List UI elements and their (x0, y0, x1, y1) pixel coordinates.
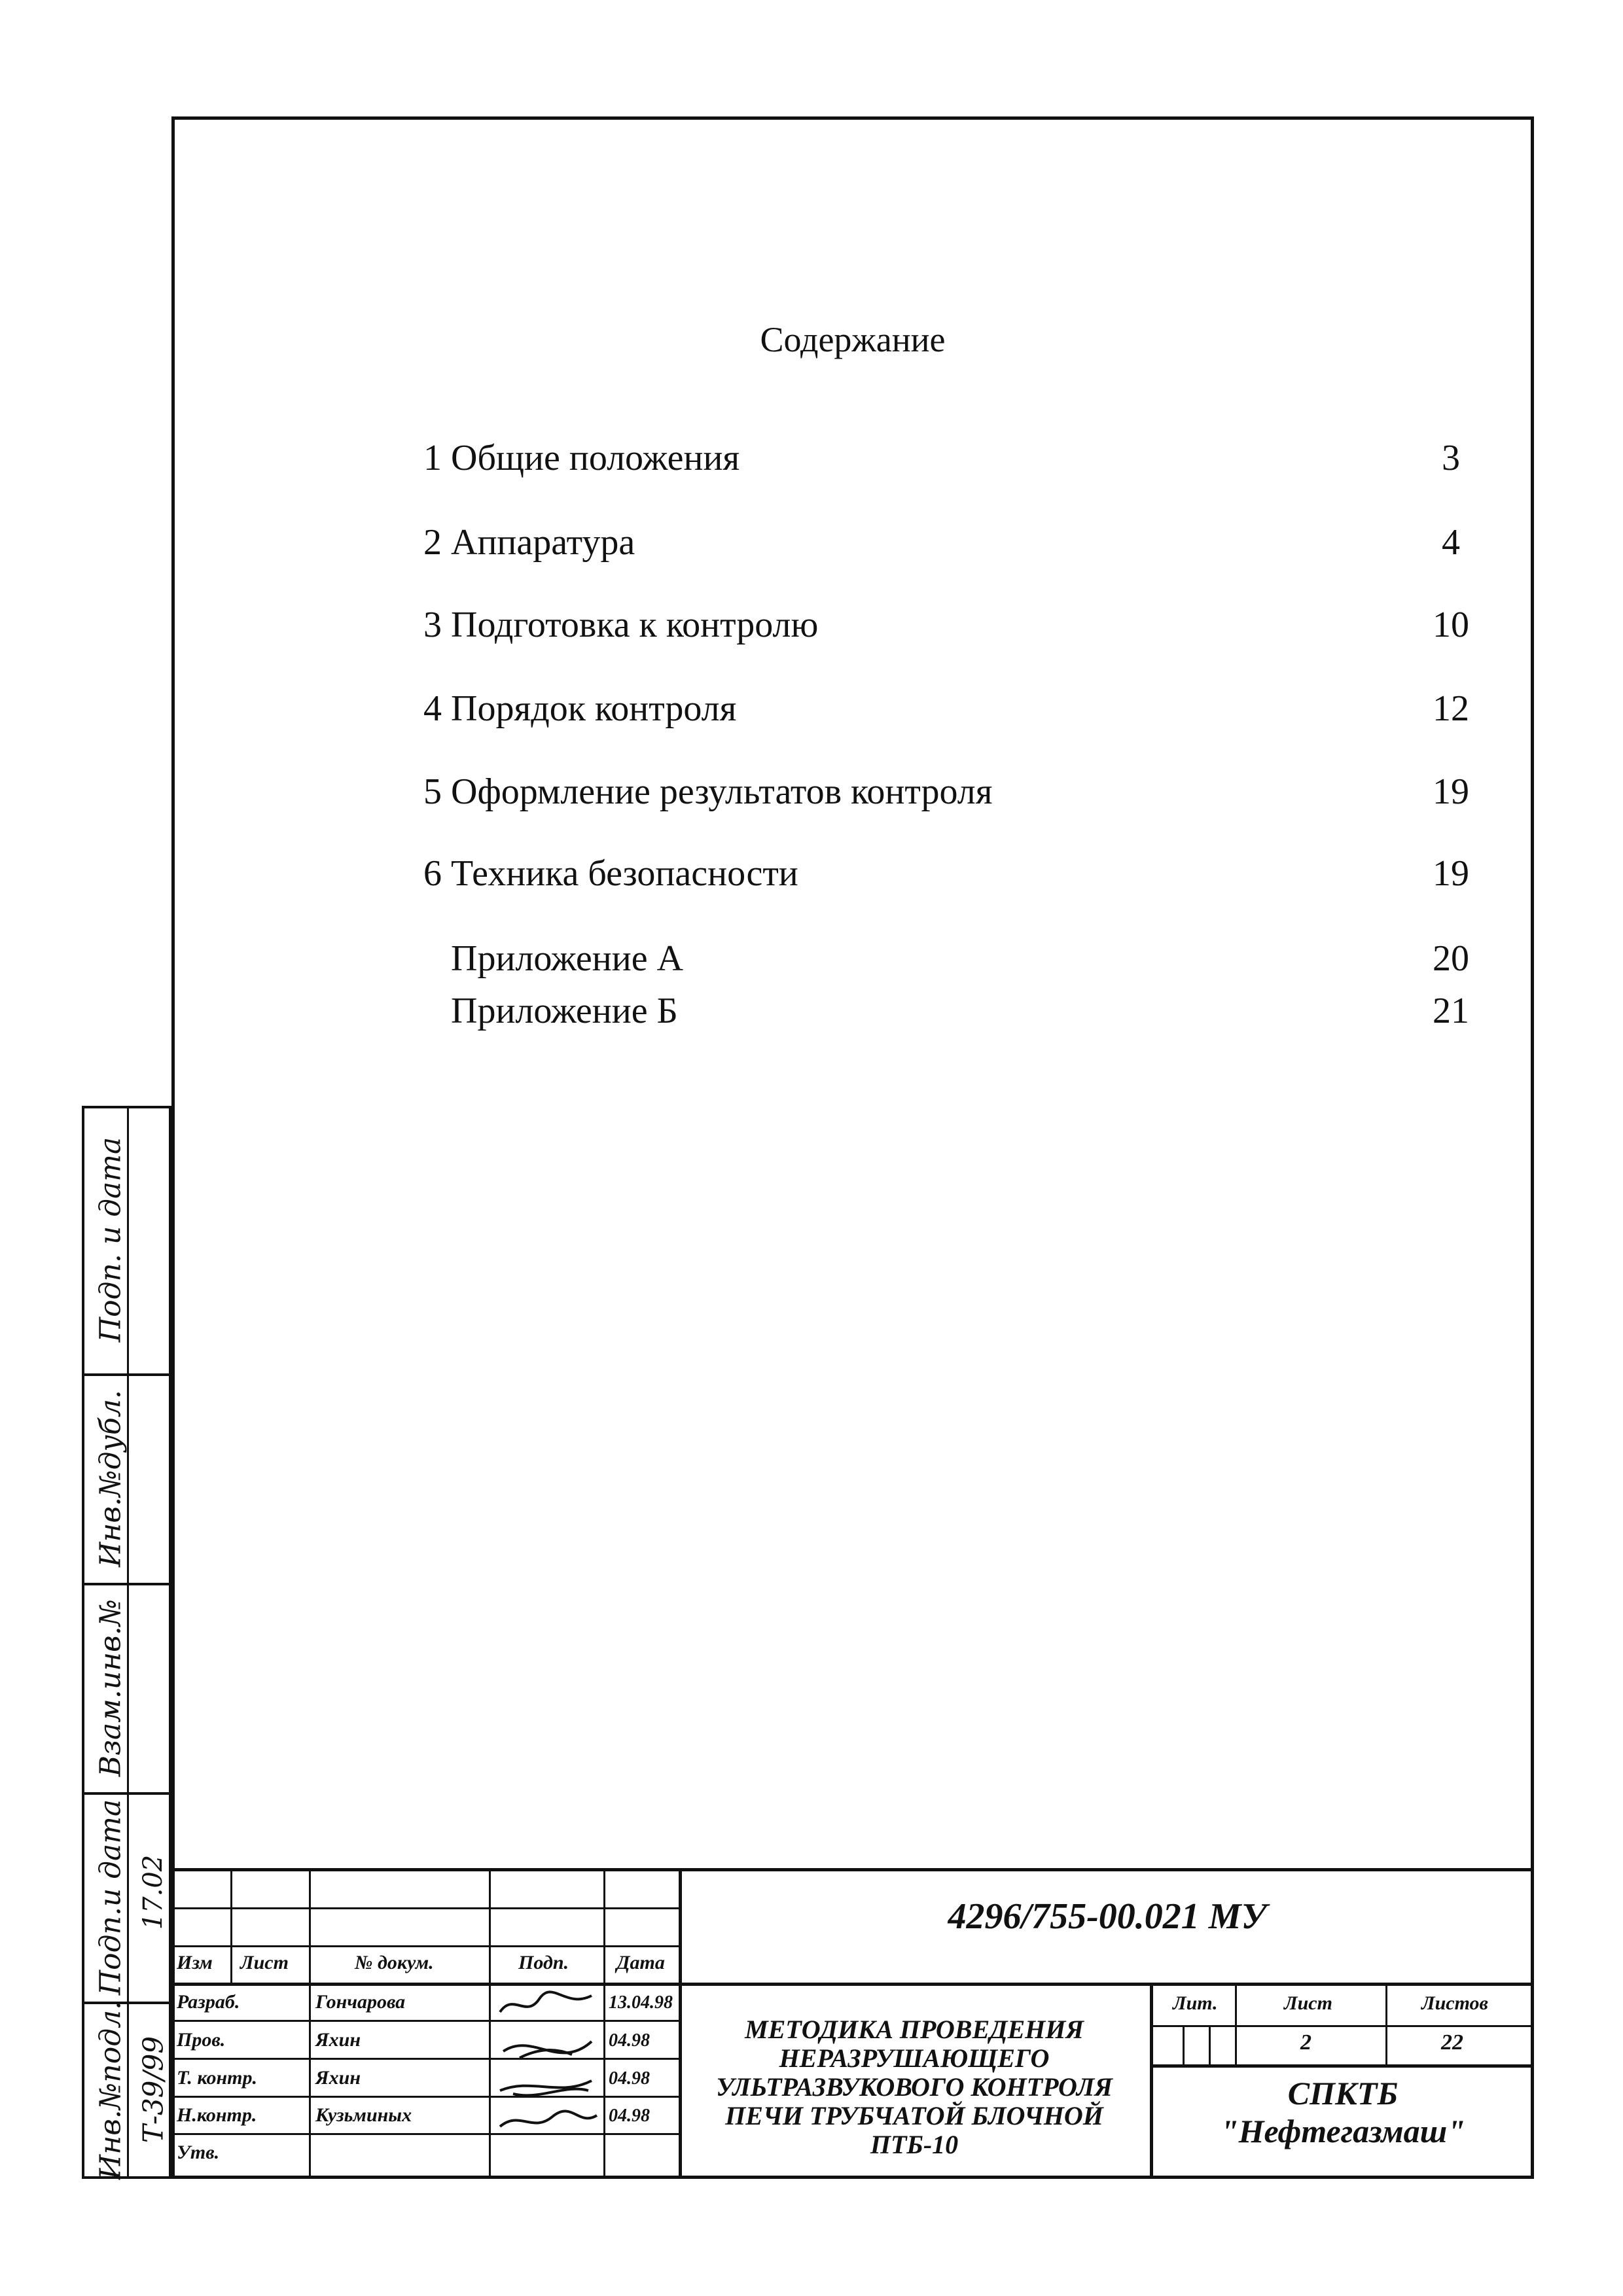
name-nkontr: Кузьминых (315, 2104, 412, 2126)
name-prov: Яхин (315, 2029, 361, 2051)
toc-item-page: 4 (1442, 522, 1460, 563)
name-tkontr: Яхин (315, 2067, 361, 2089)
organization-line: "Нефтегазмаш" (1220, 2113, 1466, 2149)
role-razrab: Разраб. (177, 1991, 240, 2013)
organization (1153, 2074, 1533, 2150)
toc-item-label: 6 Техника безопасности (423, 853, 798, 894)
col-doc: № докум. (355, 1952, 434, 1973)
sheet-number: 2 (1300, 2030, 1311, 2055)
toc-item-label: Приложение А (451, 938, 684, 979)
name-razrab: Гончарова (315, 1991, 406, 2013)
sheets-total: 22 (1441, 2030, 1463, 2055)
toc-item-label: 2 Аппаратура (423, 522, 635, 563)
side-label-vzam-inv: Взам.инв.№ (94, 1598, 128, 1777)
col-podp: Подп. (518, 1952, 569, 1973)
toc-item-label: 4 Порядок контроля (423, 688, 737, 729)
document-title-line: НЕРАЗРУШАЮЩЕГО (779, 2043, 1050, 2073)
col-izm: Изм (177, 1952, 213, 1973)
document-title-line: МЕТОДИКА ПРОВЕДЕНИЯ (745, 2015, 1084, 2044)
role-tkontr: Т. контр. (177, 2067, 257, 2089)
document-title-line: ПЕЧИ ТРУБЧАТОЙ БЛОЧНОЙ (725, 2101, 1103, 2130)
toc-title: Содержание (760, 320, 946, 359)
toc-item-page: 3 (1442, 438, 1460, 478)
role-utv: Утв. (177, 2142, 220, 2163)
toc-item-label: 1 Общие положения (423, 438, 740, 478)
document-title (679, 2015, 1150, 2159)
role-nkontr: Н.контр. (177, 2104, 257, 2126)
date-nkontr: 04.98 (609, 2106, 650, 2126)
col-data: Дата (616, 1952, 665, 1973)
toc-item-page: 12 (1433, 688, 1469, 729)
toc-item-page: 19 (1433, 853, 1469, 894)
side-signature-date: 17.02 (138, 1854, 168, 1930)
toc-item-label: 5 Оформление результатов контроля (423, 771, 993, 812)
side-label-inv-podl: Инв.№подл. (94, 2000, 128, 2180)
side-inv-number: Т-39/99 (137, 2036, 169, 2144)
side-label-podp-data: Подп. и дата (94, 1137, 128, 1343)
document-number: 4296/755-00.021 МУ (948, 1896, 1267, 1937)
toc-item-page: 10 (1433, 605, 1469, 645)
toc-item-page: 19 (1433, 771, 1469, 812)
signatures-image (493, 1986, 601, 2136)
role-prov: Пров. (177, 2029, 226, 2051)
lit-label: Лит. (1173, 1992, 1218, 2014)
toc-item-page: 20 (1433, 938, 1469, 979)
toc-item-label: Приложение Б (451, 991, 678, 1031)
toc-item-page: 21 (1433, 991, 1469, 1031)
side-strip (82, 1106, 171, 2179)
document-title-line: УЛЬТРАЗВУКОВОГО КОНТРОЛЯ (716, 2072, 1113, 2102)
document-title-line: ПТБ-10 (870, 2130, 959, 2159)
sheet-label: Лист (1284, 1992, 1332, 2014)
side-label-podp-data-2: Подп.и дата (94, 1799, 128, 1996)
sheets-label: Листов (1421, 1992, 1488, 2014)
date-prov: 04.98 (609, 2030, 650, 2051)
title-block (171, 1868, 1534, 2179)
date-razrab: 13.04.98 (609, 1992, 673, 2013)
date-tkontr: 04.98 (609, 2068, 650, 2089)
col-list: Лист (240, 1952, 289, 1973)
toc-item-label: 3 Подготовка к контролю (423, 605, 819, 645)
organization-line: СПКТБ (1287, 2075, 1399, 2111)
side-label-inv-dubl: Инв.№дубл. (94, 1390, 128, 1567)
